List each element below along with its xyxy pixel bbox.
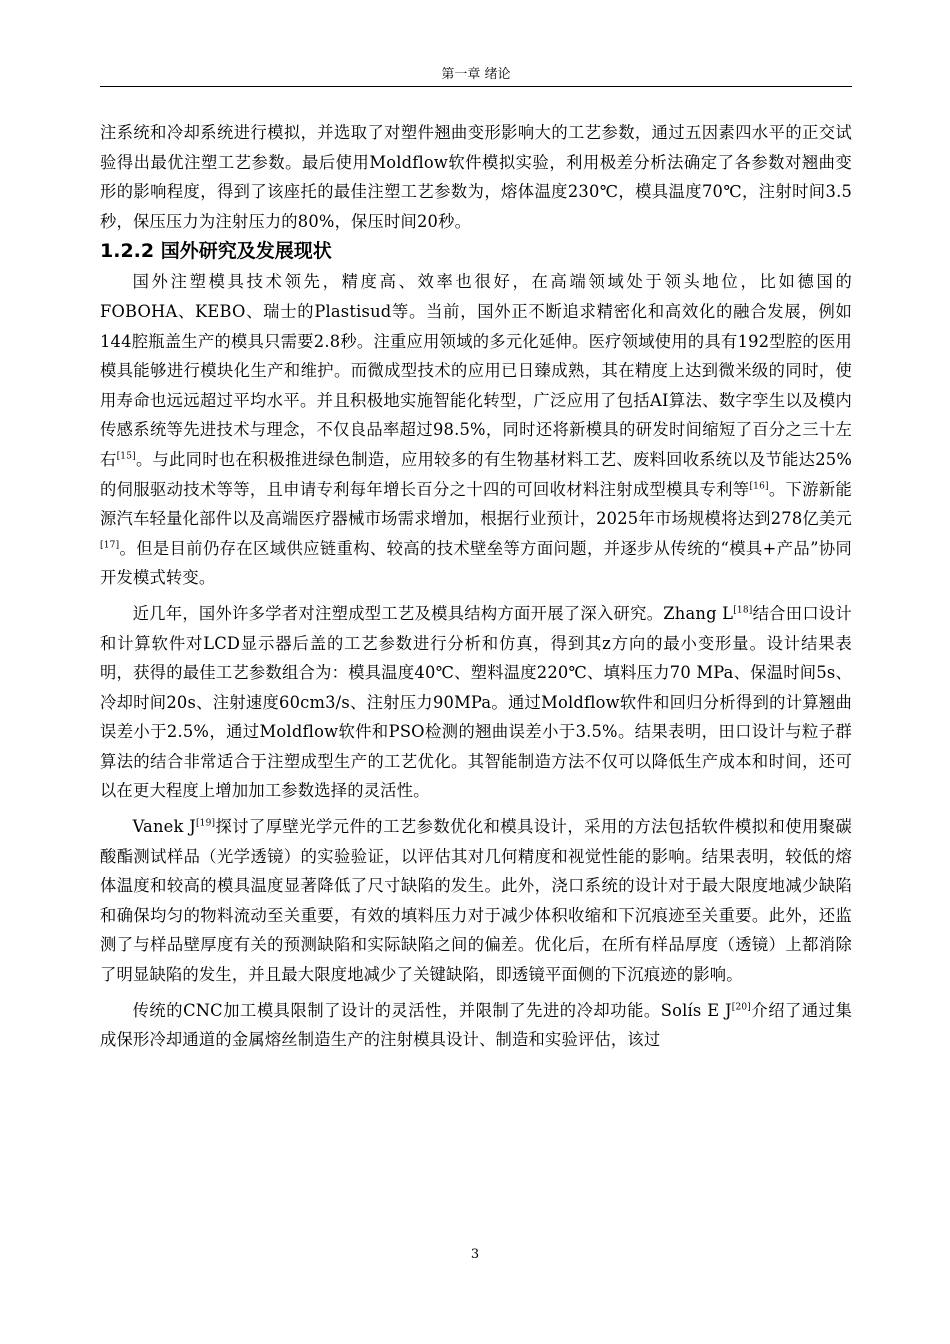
running-header: 第一章 绪论 <box>441 67 511 82</box>
paragraph-vanek <box>100 812 852 990</box>
paragraph-text: 传统的CNC加工模具限制了设计的灵活性，并限制了先进的冷却功能。Solís E J <box>132 1000 732 1020</box>
header-rule <box>100 86 852 87</box>
paragraph-text: 探讨了厚壁光学元件的工艺参数优化和模具设计，采用的方法包括软件模拟和使用聚碳酸酯测试样品（光学透镜）的实验验证，以评估其对几何精度和视觉性能的影响。结果表明，较低的熔体温度和较高的模具温度显著降低了尺寸缺陷的发生。此外，浇口系统的设计对于最大限度地减少缺陷和确保均匀的物料流动至关重要，有效的填料压力对于减少体积收缩和下沉痕迹至关重要。此外，还监测了与样品壁厚度有关的预测缺陷和实际缺陷之间的偏差。优化后，在所有样品厚度（透镜）上都消除了明显缺陷的发生，并且最大限度地减少了关键缺陷，即透镜平面侧的下沉痕迹的影响。 <box>100 817 853 985</box>
body-text <box>100 118 852 1055</box>
paragraph-text: 。与此同时也在积极推进绿色制造，应用较多的有生物基材料工艺、废料回收系统以及节能达25%的伺服驱动技术等等，且申请专利每年增长百分之十四的可回收材料注射成型模具专利等 <box>100 449 853 499</box>
paragraph-text: Vanek J <box>132 817 196 837</box>
section-heading: 1.2.2 国外研究及发展现状 <box>100 240 332 263</box>
paragraph-text: 。但是目前仍存在区域供应链重构、较高的技术壁垒等方面问题，并逐步从传统的“模具+产品”协同开发模式转变。 <box>100 538 852 588</box>
citation-ref: [17] <box>100 540 120 551</box>
citation-ref: [20] <box>731 1002 752 1013</box>
paragraph-foreign-overview <box>100 267 852 593</box>
paragraph-text: 近几年，国外许多学者对注塑成型工艺及模具结构方面开展了深入研究。Zhang L <box>132 603 734 623</box>
citation-ref: [16] <box>749 481 769 492</box>
citation-ref: [18] <box>733 605 753 616</box>
paragraph-zhang <box>100 599 852 806</box>
paragraph-text: 介绍了通过集成保形冷却通道的金属熔丝制造生产的注射模具设计、制造和实验评估，该过 <box>100 1000 852 1050</box>
citation-ref: [15] <box>116 451 136 462</box>
page-number: 3 <box>470 1247 480 1262</box>
citation-ref: [19] <box>195 818 216 829</box>
intro-paragraph: 注系统和冷却系统进行模拟，并选取了对塑件翘曲变形影响大的工艺参数，通过五因素四水平的正交试验得出最优注塑工艺参数。最后使用Moldflow软件模拟实验，利用极差分析法确定了各参数对翘曲变形的影响程度，得到了该座托的最佳注塑工艺参数为，熔体温度230℃，模具温度70℃，注射时间3.5秒，保压压力为注射压力的80%，保压时间20秒。 <box>100 123 852 231</box>
paragraph-solis <box>100 996 852 1055</box>
paragraph-text: 结合田口设计和计算软件对LCD显示器后盖的工艺参数进行分析和仿真，得到其z方向的最小变形量。设计结果表明，获得的最佳工艺参数组合为：模具温度40℃、塑料温度220℃、填料压力70 MPa、保温时间5s、冷却时间20s、注射速度60cm3/s、注射压力90MPa。通过Moldflow软件和回归分析得到的计算翘曲误差小于2.5%，通过Moldflow软件和PSO检测的翘曲误差小于3.5%。结果表明，田口设计与粒子群算法的结合非常适合于注塑成型生产的工艺优化。其智能制造方法不仅可以降低生产成本和时间，还可以在更大程度上增加加工参数选择的灵活性。 <box>100 603 852 801</box>
paragraph-text: 。下游新能源汽车轻量化部件以及高端医疗器械市场需求增加，根据行业预计，2025年市场规模将达到278亿美元 <box>100 479 852 529</box>
paragraph-text: 国外注塑模具技术领先，精度高、效率也很好，在高端领域处于领头地位，比如德国的FOBOHA、KEBO、瑞士的Plastisud等。当前，国外正不断追求精密化和高效化的融合发展，例如144腔瓶盖生产的模具只需要2.8秒。注重应用领域的多元化延伸。医疗领域使用的具有192型腔的医用模具能够进行模块化生产和维护。而微成型技术的应用已日臻成熟，其在精度上达到微米级的同时，使用寿命也远远超过平均水平。并且积极地实施智能化转型，广泛应用了包括AI算法、数字孪生以及模内传感系统等先进技术与理念，不仅良品率超过98.5%，同时还将新模具的研发时间缩短了百分之三十左右 <box>100 272 852 469</box>
